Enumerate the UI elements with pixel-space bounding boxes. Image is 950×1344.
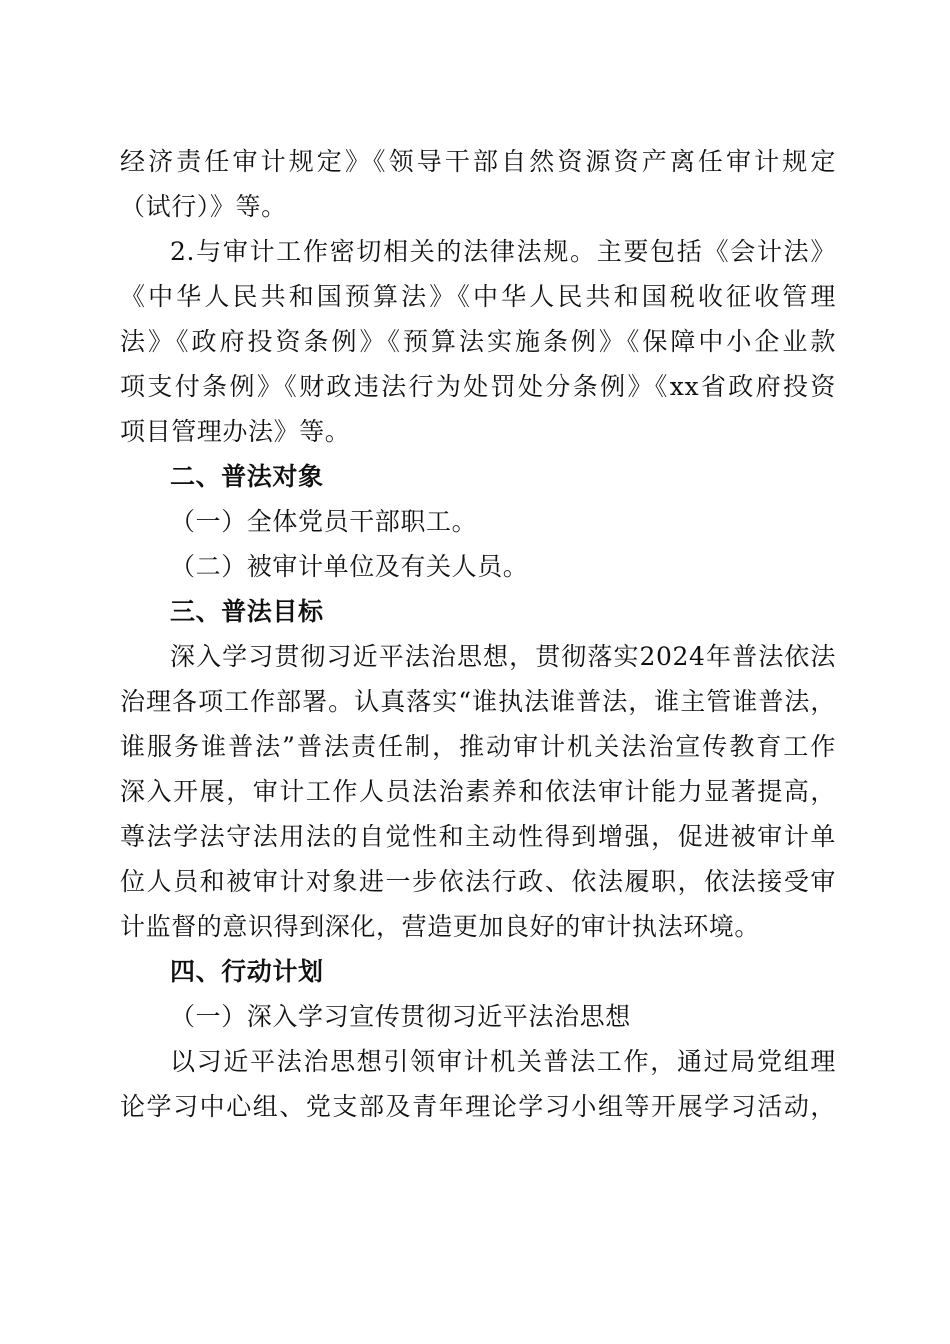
body-text-line: 项目管理办法》等。 [120, 417, 351, 446]
section-heading: 四、行动计划 [170, 957, 324, 986]
body-text-line: 项支付条例》《财政违法行为处罚处分条例》《xx省政府投资 [120, 372, 836, 401]
body-text-line: 尊法学法守法用法的自觉性和主动性得到增强，促进被审计单 [120, 822, 836, 851]
body-text-line: 位人员和被审计对象进一步依法行政、依法履职，依法接受审 [120, 867, 836, 896]
list-item-text: （二）被审计单位及有关人员。 [170, 552, 529, 581]
body-text-line: 谁服务谁普法”普法责任制，推动审计机关法治宣传教育工作 [120, 732, 836, 761]
subsection-heading: （一）深入学习宣传贯彻习近平法治思想 [170, 1002, 631, 1031]
body-text-line: 深入开展，审计工作人员法治素养和依法审计能力显著提高， [120, 777, 836, 806]
section-heading: 三、普法目标 [170, 597, 324, 626]
body-text-line: 治理各项工作部署。认真落实“谁执法谁普法，谁主管谁普法， [120, 687, 836, 716]
list-item-text: （一）全体党员干部职工。 [170, 507, 478, 536]
body-text-line: （试行）》等。 [120, 192, 287, 221]
body-text-line: 论学习中心组、党支部及青年理论学习小组等开展学习活动， [120, 1092, 836, 1121]
list-item-text: 2.与审计工作密切相关的法律法规。主要包括《会计法》 [170, 237, 836, 266]
body-text-line: 经济责任审计规定》《领导干部自然资源资产离任审计规定 [120, 147, 836, 176]
paragraph-first-line: 以习近平法治思想引领审计机关普法工作，通过局党组理 [170, 1047, 836, 1076]
body-text-line: 计监督的意识得到深化，营造更加良好的审计执法环境。 [120, 912, 761, 941]
body-text-line: 法》《政府投资条例》《预算法实施条例》《保障中小企业款 [120, 327, 836, 356]
section-heading: 二、普法对象 [170, 462, 324, 491]
paragraph-first-line: 深入学习贯彻习近平法治思想，贯彻落实2024年普法依法 [170, 642, 836, 671]
body-text-line: 《中华人民共和国预算法》《中华人民共和国税收征收管理 [120, 282, 836, 311]
